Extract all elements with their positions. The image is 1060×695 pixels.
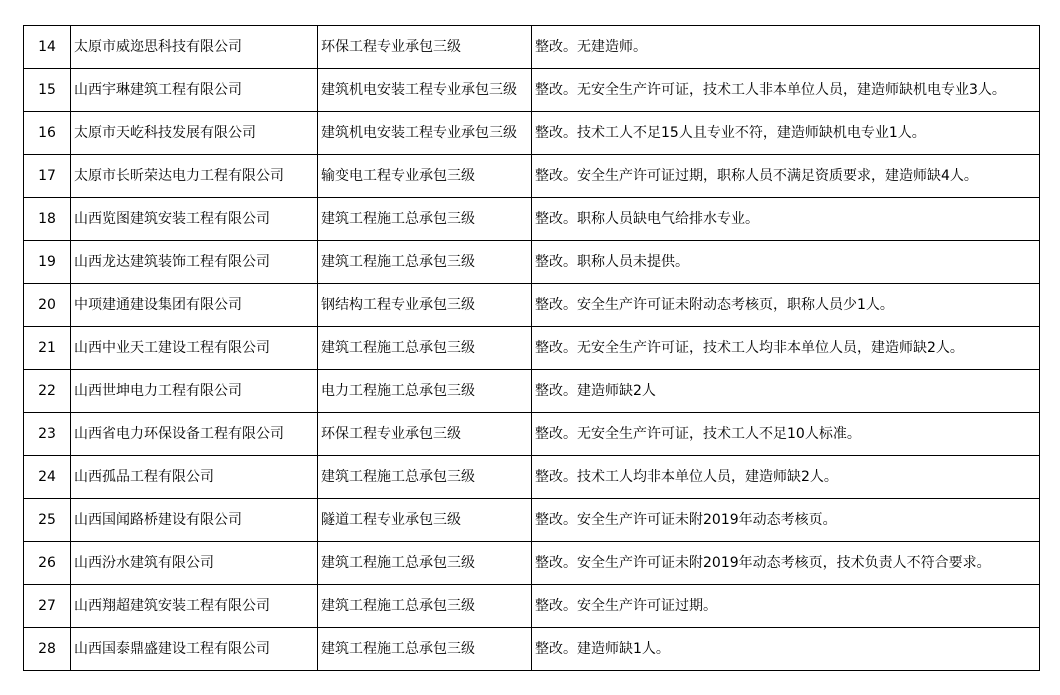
row-number-cell: 25 [24, 499, 71, 542]
table-row [24, 370, 1040, 413]
review-opinion-cell: 整改。建造师缺2人 [532, 370, 1040, 413]
table-row [24, 69, 1040, 112]
qualification-cell: 建筑机电安装工程专业承包三级 [318, 112, 532, 155]
table-row [24, 284, 1040, 327]
company-name-cell: 中项建通建设集团有限公司 [71, 284, 318, 327]
company-name-cell: 山西中业天工建设工程有限公司 [71, 327, 318, 370]
review-opinion-cell: 整改。安全生产许可证未附2019年动态考核页，技术负责人不符合要求。 [532, 542, 1040, 585]
table-row [24, 26, 1040, 69]
qualification-cell: 建筑工程施工总承包三级 [318, 327, 532, 370]
table-row [24, 413, 1040, 456]
review-opinion-cell: 整改。安全生产许可证过期。 [532, 585, 1040, 628]
company-name-cell: 山西龙达建筑装饰工程有限公司 [71, 241, 318, 284]
qualification-cell: 输变电工程专业承包三级 [318, 155, 532, 198]
review-opinion-cell: 整改。建造师缺1人。 [532, 628, 1040, 671]
company-name-cell: 山西览图建筑安装工程有限公司 [71, 198, 318, 241]
qualification-cell: 建筑工程施工总承包三级 [318, 585, 532, 628]
review-opinion-cell: 整改。无安全生产许可证，技术工人均非本单位人员，建造师缺2人。 [532, 327, 1040, 370]
review-opinion-cell: 整改。技术工人均非本单位人员，建造师缺2人。 [532, 456, 1040, 499]
qualification-cell: 环保工程专业承包三级 [318, 413, 532, 456]
company-name-cell: 山西省电力环保设备工程有限公司 [71, 413, 318, 456]
review-opinion-cell: 整改。安全生产许可证过期，职称人员不满足资质要求，建造师缺4人。 [532, 155, 1040, 198]
company-name-cell: 山西国泰鼎盛建设工程有限公司 [71, 628, 318, 671]
qualification-cell: 建筑工程施工总承包三级 [318, 456, 532, 499]
table-row [24, 198, 1040, 241]
review-opinion-cell: 整改。职称人员缺电气给排水专业。 [532, 198, 1040, 241]
table-row [24, 628, 1040, 671]
table-row [24, 155, 1040, 198]
row-number-cell: 28 [24, 628, 71, 671]
qualification-cell: 建筑工程施工总承包三级 [318, 628, 532, 671]
row-number-cell: 18 [24, 198, 71, 241]
qualification-cell: 建筑工程施工总承包三级 [318, 241, 532, 284]
company-name-cell: 太原市威迩思科技有限公司 [71, 26, 318, 69]
row-number-cell: 21 [24, 327, 71, 370]
table-row [24, 327, 1040, 370]
company-name-cell: 山西孤品工程有限公司 [71, 456, 318, 499]
review-opinion-cell: 整改。安全生产许可证未附动态考核页，职称人员少1人。 [532, 284, 1040, 327]
qualification-cell: 隧道工程专业承包三级 [318, 499, 532, 542]
review-results-table [23, 25, 1040, 671]
row-number-cell: 14 [24, 26, 71, 69]
review-opinion-cell: 整改。无安全生产许可证，技术工人不足10人标准。 [532, 413, 1040, 456]
review-opinion-cell: 整改。技术工人不足15人且专业不符，建造师缺机电专业1人。 [532, 112, 1040, 155]
review-opinion-cell: 整改。无建造师。 [532, 26, 1040, 69]
table-row [24, 456, 1040, 499]
row-number-cell: 27 [24, 585, 71, 628]
row-number-cell: 22 [24, 370, 71, 413]
company-name-cell: 山西宇琳建筑工程有限公司 [71, 69, 318, 112]
qualification-cell: 建筑机电安装工程专业承包三级 [318, 69, 532, 112]
qualification-cell: 建筑工程施工总承包三级 [318, 542, 532, 585]
row-number-cell: 15 [24, 69, 71, 112]
review-opinion-cell: 整改。无安全生产许可证，技术工人非本单位人员，建造师缺机电专业3人。 [532, 69, 1040, 112]
company-name-cell: 山西汾水建筑有限公司 [71, 542, 318, 585]
row-number-cell: 26 [24, 542, 71, 585]
row-number-cell: 24 [24, 456, 71, 499]
table-row [24, 585, 1040, 628]
qualification-cell: 钢结构工程专业承包三级 [318, 284, 532, 327]
row-number-cell: 17 [24, 155, 71, 198]
table-row [24, 241, 1040, 284]
company-name-cell: 太原市天屹科技发展有限公司 [71, 112, 318, 155]
company-name-cell: 山西世坤电力工程有限公司 [71, 370, 318, 413]
qualification-cell: 电力工程施工总承包三级 [318, 370, 532, 413]
row-number-cell: 19 [24, 241, 71, 284]
row-number-cell: 20 [24, 284, 71, 327]
review-opinion-cell: 整改。安全生产许可证未附2019年动态考核页。 [532, 499, 1040, 542]
qualification-cell: 环保工程专业承包三级 [318, 26, 532, 69]
company-name-cell: 山西翔超建筑安装工程有限公司 [71, 585, 318, 628]
table-body [24, 26, 1040, 671]
company-name-cell: 山西国闻路桥建设有限公司 [71, 499, 318, 542]
row-number-cell: 23 [24, 413, 71, 456]
company-name-cell: 太原市长昕荣达电力工程有限公司 [71, 155, 318, 198]
review-opinion-cell: 整改。职称人员未提供。 [532, 241, 1040, 284]
table-row [24, 542, 1040, 585]
row-number-cell: 16 [24, 112, 71, 155]
table-row [24, 112, 1040, 155]
table-row [24, 499, 1040, 542]
qualification-cell: 建筑工程施工总承包三级 [318, 198, 532, 241]
